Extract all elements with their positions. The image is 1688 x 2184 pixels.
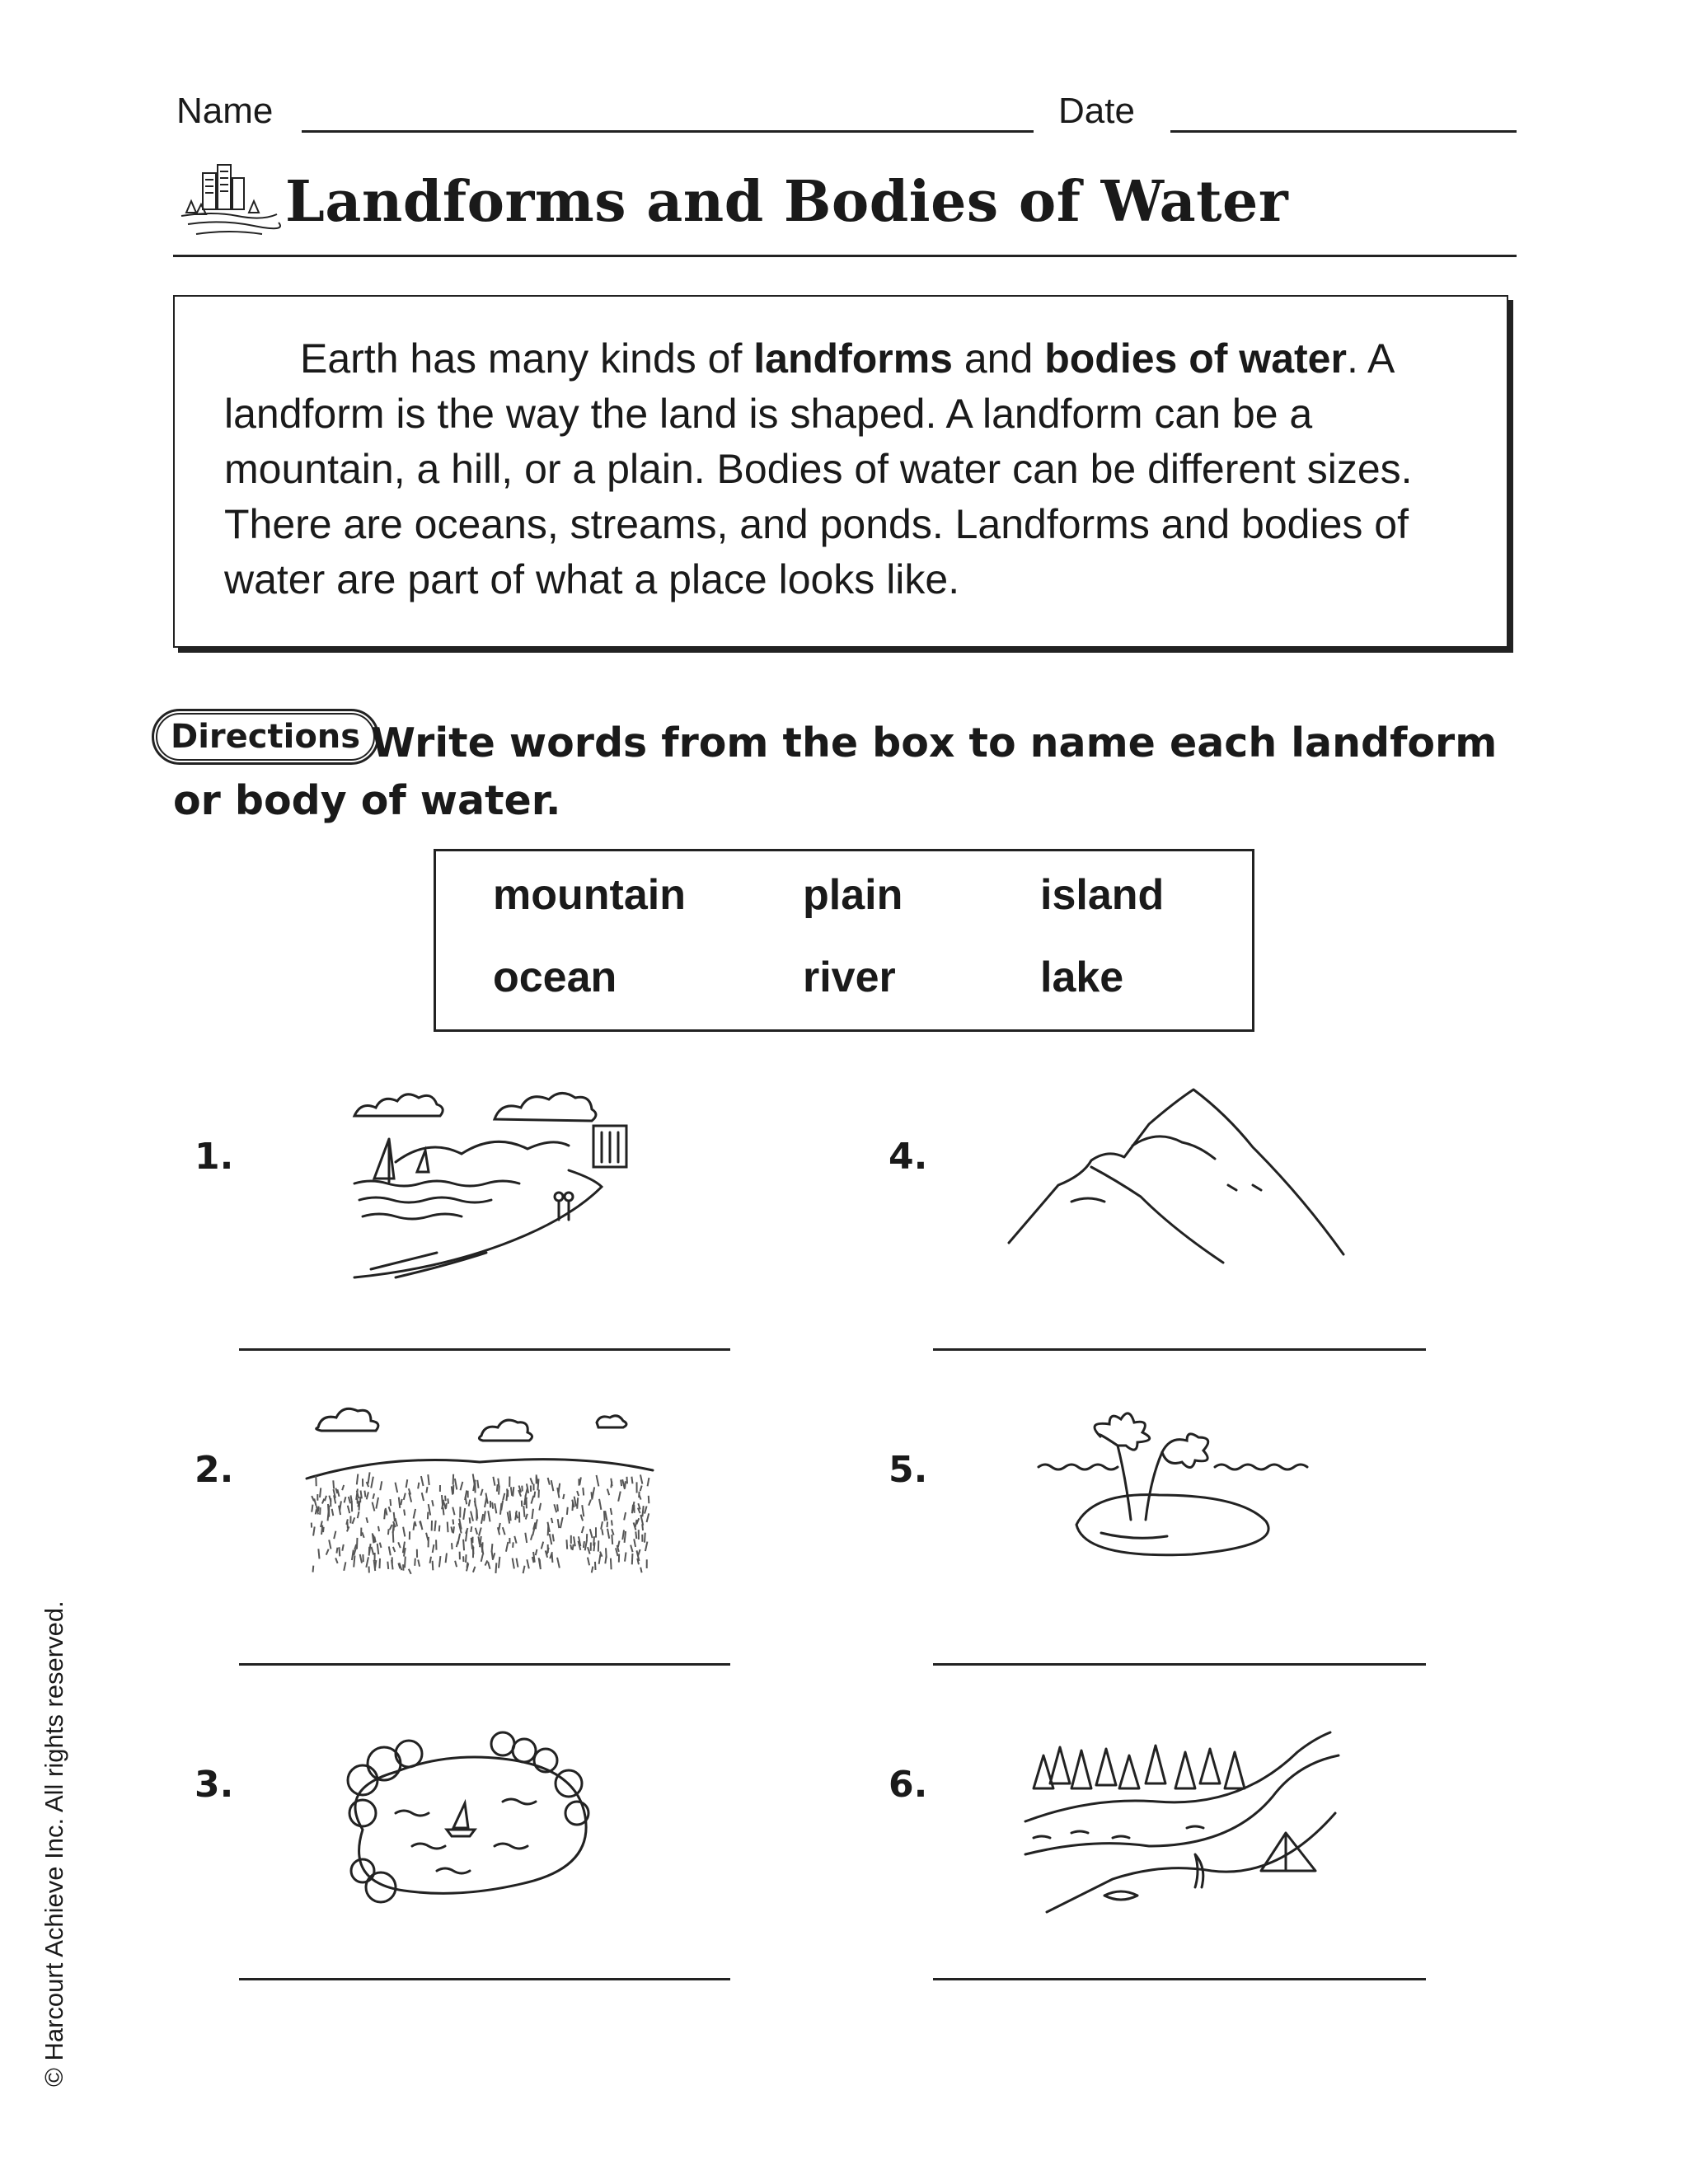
answer-line-1[interactable] [239,1348,730,1351]
intro-bold-landforms: landforms [753,335,953,382]
island-picture [1035,1418,1332,1566]
word-lake: lake [1040,954,1124,1001]
item-number-3: 3. [195,1764,234,1806]
intro-text-3: . A landform is the way the land is shaped. A landform can be a mountain, a hill, or a plain. Bodies of water can be different sizes. There are oceans, streams, and ponds. Landforms and bodies of water are part of what a place looks like. [224,335,1413,602]
intro-bold-bodies-of-water: bodies of water [1044,335,1347,382]
item-number-1: 1. [195,1136,234,1178]
directions-badge-label: Directions [156,713,375,761]
plain-picture [303,1393,658,1591]
title-divider [173,255,1517,257]
directions-badge [152,709,379,765]
date-label: Date [1058,91,1135,131]
item-number-4: 4. [889,1136,928,1178]
answer-line-4[interactable] [933,1348,1426,1351]
intro-text-2: and [952,335,1045,382]
river-picture [1022,1722,1343,1929]
word-island: island [1040,871,1165,919]
city-landscape-icon [180,162,279,244]
intro-paragraph [224,331,1469,607]
answer-line-3[interactable] [239,1978,730,1980]
item-number-2: 2. [195,1449,234,1491]
intro-box [173,295,1508,648]
name-label: Name [176,91,274,131]
name-field[interactable] [302,130,1034,133]
word-ocean: ocean [493,954,617,1001]
answer-line-5[interactable] [933,1663,1426,1666]
word-mountain: mountain [493,871,686,919]
answer-line-6[interactable] [933,1978,1426,1980]
mountain-picture [1006,1086,1376,1276]
directions-line-2: or body of water. [173,777,561,824]
item-number-5: 5. [889,1449,928,1491]
ocean-beach-picture [346,1080,643,1286]
item-number-6: 6. [889,1764,928,1806]
date-field[interactable] [1170,130,1517,133]
word-plain: plain [803,871,903,919]
copyright-notice: © Harcourt Achieve Inc. All rights reserved. [40,1601,68,2087]
lake-picture [330,1722,602,1920]
answer-line-2[interactable] [239,1663,730,1666]
directions-line-1: Write words from the box to name each landform [371,719,1498,766]
page-title: Landforms and Bodies of Water [285,169,1289,235]
intro-text-1: Earth has many kinds of [300,335,754,382]
word-river: river [803,954,896,1001]
